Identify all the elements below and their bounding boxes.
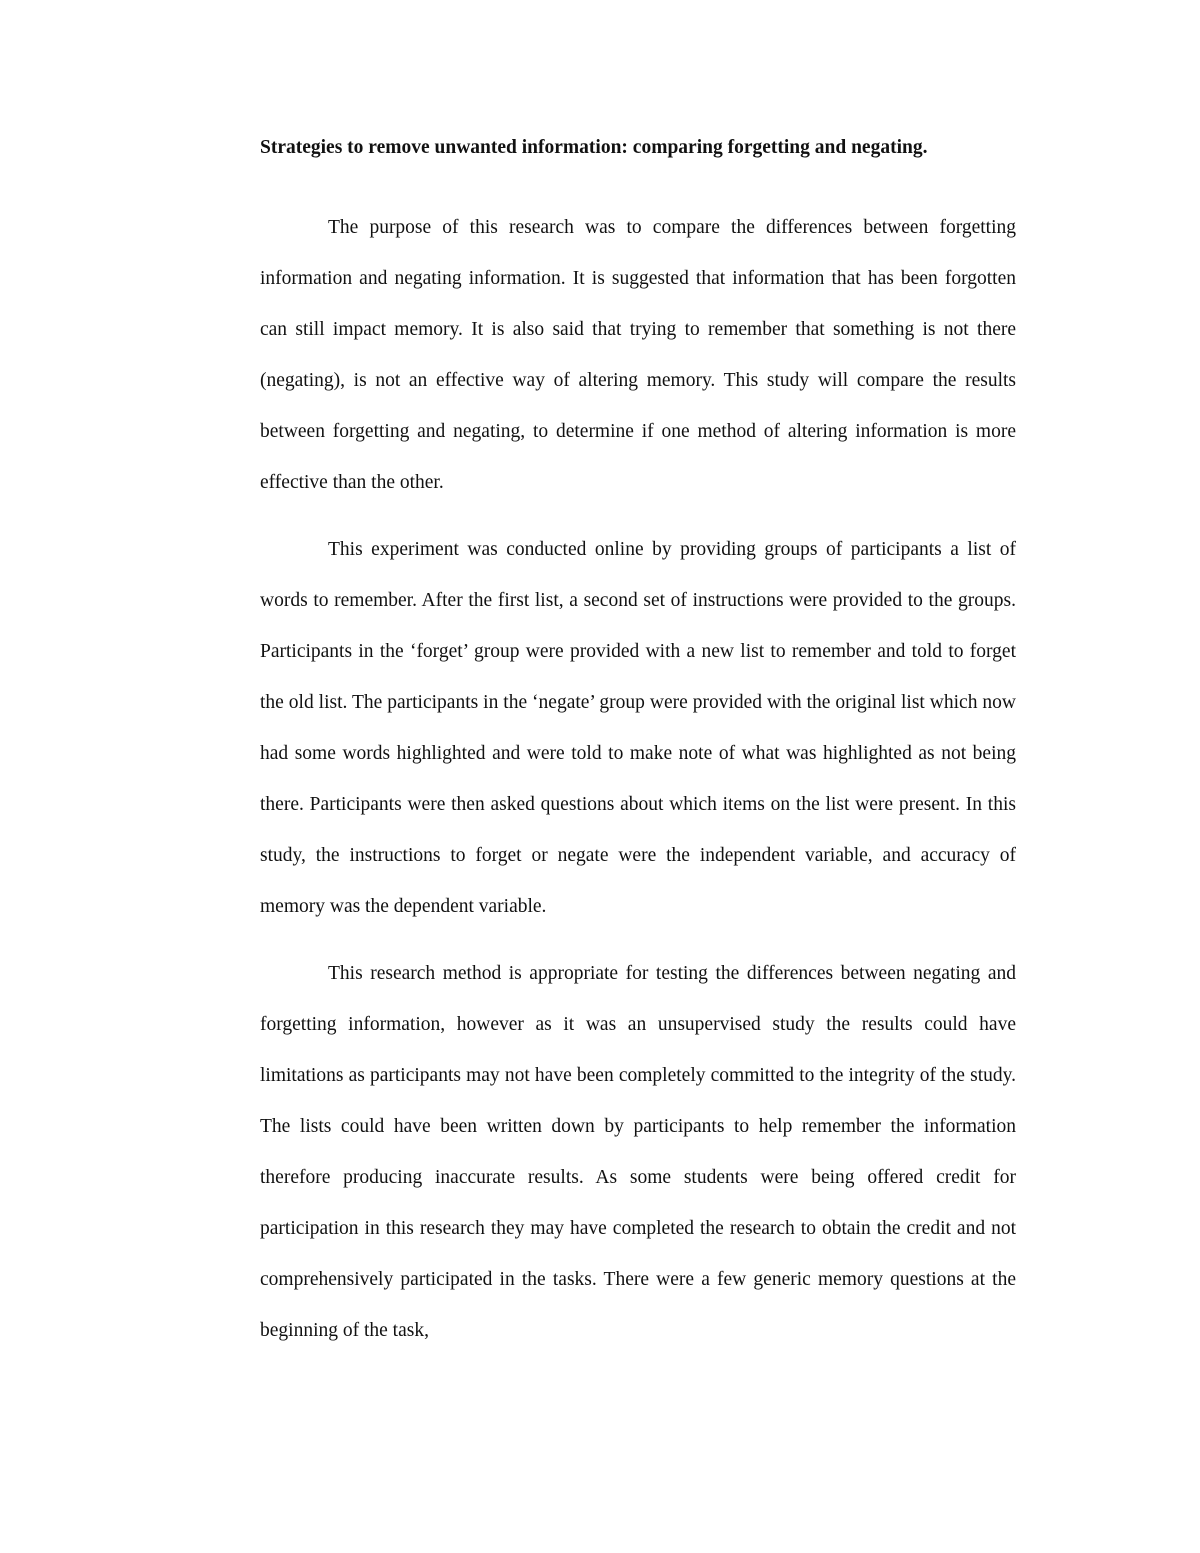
- paragraph-limitations: This research method is appropriate for testing the differences between negating and forgetting information, however as it was an unsupervised study the results could have limitations as participants may not have been completely committed to the integrity of the study. The lists could have been written down by participants to help remember the information therefore producing inaccurate results. As some students were being offered credit for participation in this research they may have completed the research to obtain the credit and not comprehensively participated in the tasks. There were a few generic memory questions at the beginning of the task,: [260, 963, 1016, 1341]
- document-body: [260, 135, 1016, 1372]
- document-title: Strategies to remove unwanted information: comparing forgetting and negating.: [260, 137, 928, 158]
- paragraph-method: This experiment was conducted online by providing groups of participants a list of words to remember. After the first list, a second set of instructions were provided to the groups. Participants in the ‘forget’ group were provided with a new list to remember and told to forget the old list. The participants in the ‘negate’ group were provided with the original list which now had some words highlighted and were told to make note of what was highlighted as not being there. Participants were then asked questions about which items on the list were present. In this study, the instructions to forget or negate were the independent variable, and accuracy of memory was the dependent variable.: [260, 539, 1016, 917]
- paragraph-purpose: The purpose of this research was to compare the differences between forgetting information and negating information. It is suggested that information that has been forgotten can still impact memory. It is also said that trying to remember that something is not there (negating), is not an effective way of altering memory. This study will compare the results between forgetting and negating, to determine if one method of altering information is more effective than the other.: [260, 217, 1016, 493]
- paragraph-list: [260, 202, 1016, 1356]
